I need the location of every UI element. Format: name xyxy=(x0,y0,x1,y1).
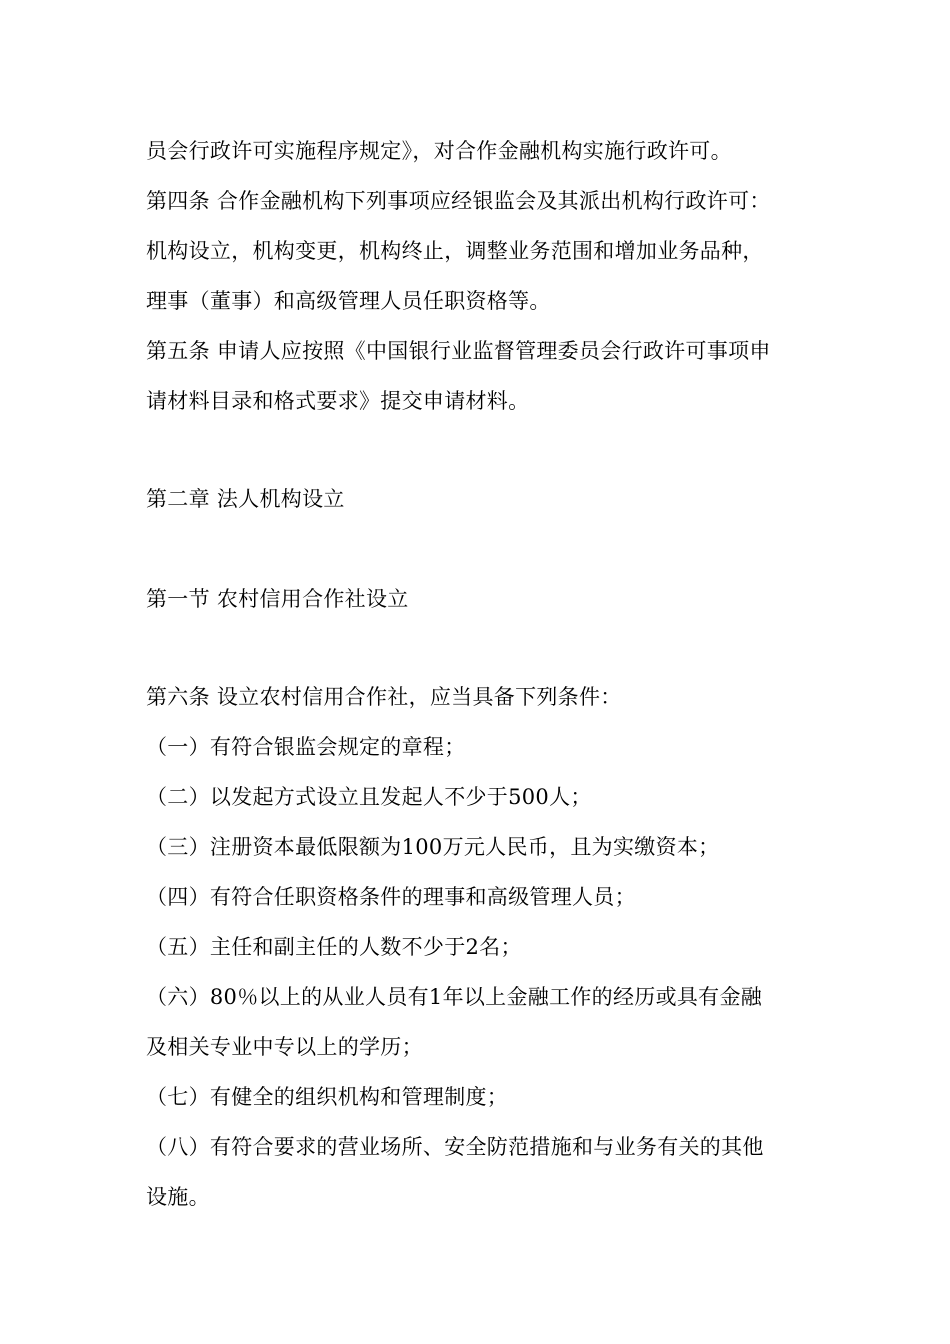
condition-3: （三）注册资本最低限额为100万元人民币，且为实缴资本； xyxy=(146,835,720,859)
article-4-line-3: 理事（董事）和高级管理人员任职资格等。 xyxy=(146,289,551,313)
condition-7: （七）有健全的组织机构和管理制度； xyxy=(146,1085,509,1109)
article-4-line-2: 机构设立，机构变更，机构终止，调整业务范围和增加业务品种， xyxy=(146,239,764,263)
article-6-line: 第六条 设立农村信用合作社，应当具备下列条件： xyxy=(146,685,622,709)
condition-8-line-1: （八）有符合要求的营业场所、安全防范措施和与业务有关的其他 xyxy=(146,1135,764,1159)
condition-2: （二）以发起方式设立且发起人不少于500人； xyxy=(146,785,592,809)
chapter-2-heading: 第二章 法人机构设立 xyxy=(146,487,345,511)
condition-1: （一）有符合银监会规定的章程； xyxy=(146,735,466,759)
condition-5: （五）主任和副主任的人数不少于2名； xyxy=(146,935,522,959)
text-line-continuation: 员会行政许可实施程序规定》，对合作金融机构实施行政许可。 xyxy=(146,139,732,163)
article-5-line-2: 请材料目录和格式要求》提交申请材料。 xyxy=(146,389,530,413)
article-5-line-1: 第五条 申请人应按照《中国银行业监督管理委员会行政许可事项申 xyxy=(146,339,771,363)
condition-8-line-2: 设施。 xyxy=(146,1185,210,1209)
article-4-line-1: 第四条 合作金融机构下列事项应经银监会及其派出机构行政许可： xyxy=(146,189,771,213)
section-1-heading: 第一节 农村信用合作社设立 xyxy=(146,587,409,611)
condition-6-line-2: 及相关专业中专以上的学历； xyxy=(146,1035,423,1059)
condition-6-line-1: （六）80％以上的从业人员有1年以上金融工作的经历或具有金融 xyxy=(146,985,763,1009)
condition-4: （四）有符合任职资格条件的理事和高级管理人员； xyxy=(146,885,636,909)
